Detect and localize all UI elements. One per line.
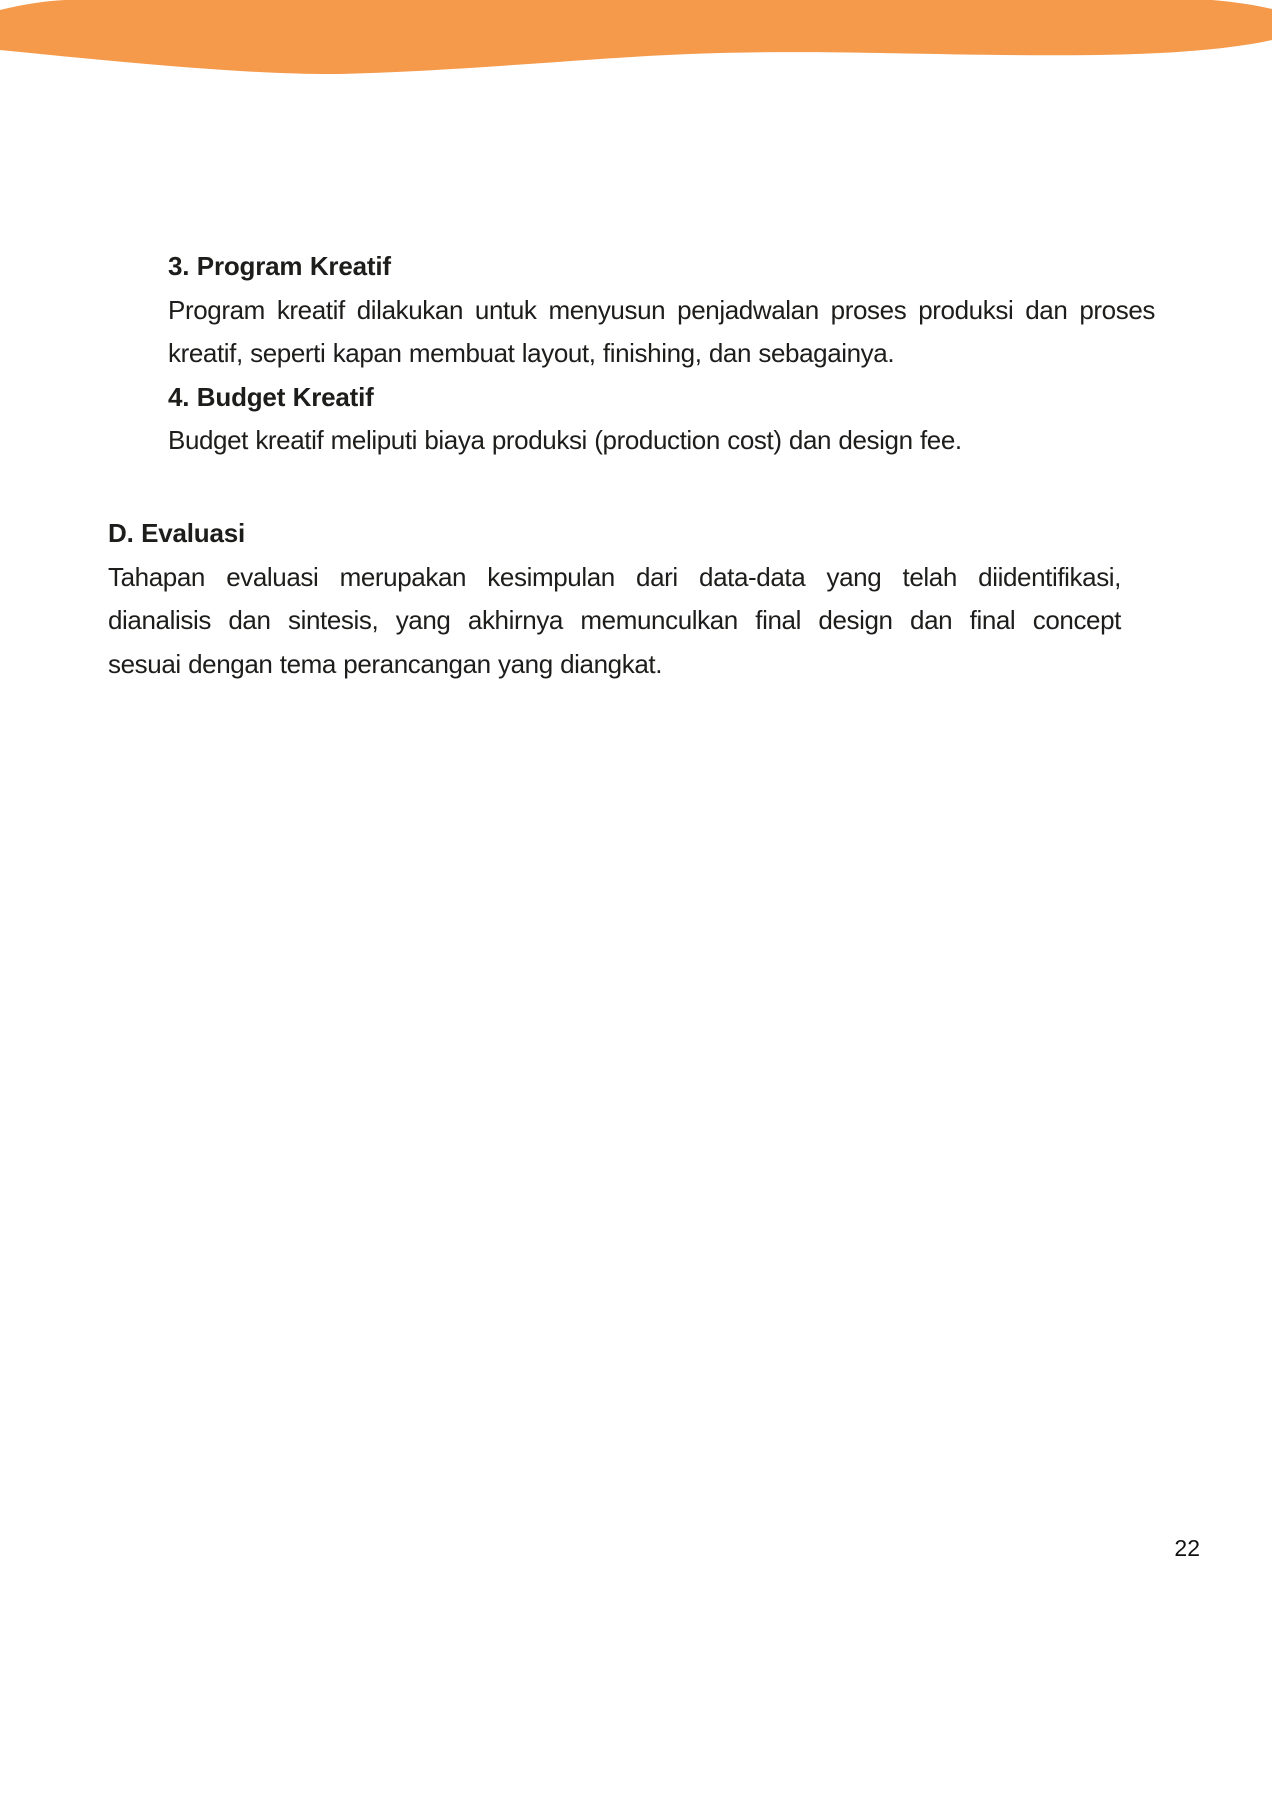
header-wave-shape: [0, 0, 1272, 90]
body-line: Budget kreatif meliputi biaya produksi (production cost) dan design fee.: [168, 425, 962, 455]
body-line: dianalisis dan sintesis, yang akhirnya memunculkan final design dan final concept: [108, 605, 1121, 635]
page-number: 22: [1174, 1535, 1200, 1561]
body-line: kreatif, seperti kapan membuat layout, finishing, dan sebagainya.: [168, 338, 895, 368]
body-line: Tahapan evaluasi merupakan kesimpulan dari data-data yang telah diidentifikasi,: [108, 561, 1121, 592]
evaluasi-section-block: [108, 512, 1121, 686]
section-heading-evaluasi: D. Evaluasi: [108, 518, 246, 548]
header-wave-path: [0, 0, 1272, 74]
creative-sections-block: [168, 245, 1155, 463]
section-heading-budget-kreatif: 4. Budget Kreatif: [168, 381, 374, 412]
body-line: sesuai dengan tema perancangan yang diangkat.: [108, 648, 663, 679]
section-heading-program-kreatif: 3. Program Kreatif: [168, 251, 391, 281]
body-line: Program kreatif dilakukan untuk menyusun penjadwalan proses produksi dan proses: [168, 294, 1155, 325]
